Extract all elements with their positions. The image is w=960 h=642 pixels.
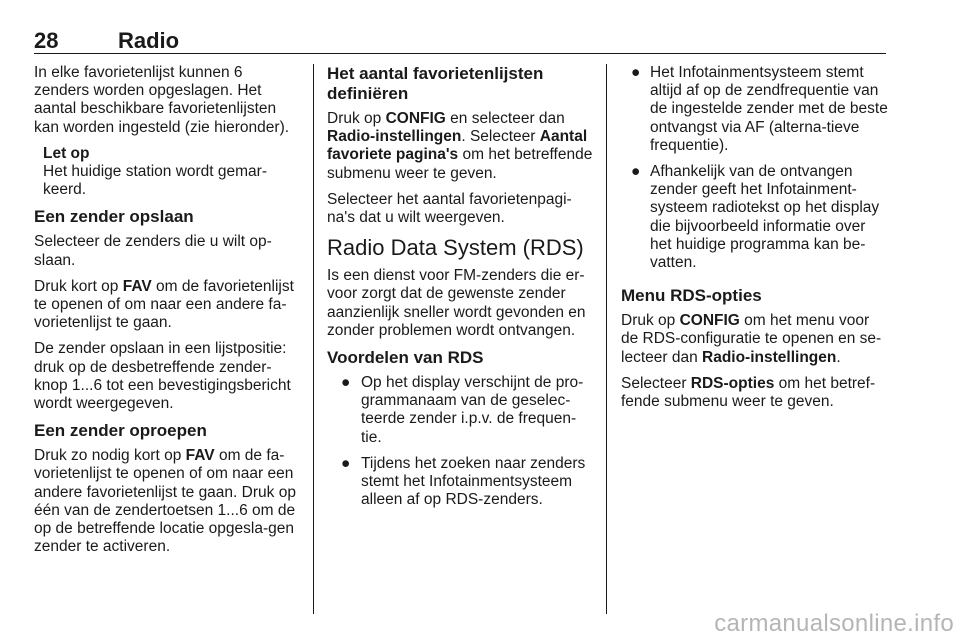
rds-benefits-list-continued [621, 64, 889, 272]
note-text: Het huidige station wordt gemar-keerd. [43, 163, 268, 199]
header-rule [34, 53, 886, 54]
list-item: ● Op het display verschijnt de pro-grammanaam van de geselec-teerde zender i.p.v. de frequen-tie. [341, 374, 584, 446]
bullet-icon: ● [341, 374, 351, 392]
section-title: Radio [118, 28, 180, 53]
column-left [34, 64, 300, 564]
paragraph-rds-description: Is een dienst voor FM-zenders die er-voor zorgt dat de gewenste zender aanzienlijk sneller wordt gevonden en zonder problemen wordt ontvangen. [327, 267, 586, 339]
paragraph-select-stations: Selecteer de zenders die u wilt op-slaan. [34, 233, 272, 269]
page-header [34, 28, 886, 52]
bullet-icon: ● [631, 163, 641, 181]
fav-keyword: FAV [122, 277, 152, 295]
bullet-icon: ● [631, 64, 641, 81]
column-middle [327, 64, 593, 517]
column-divider-1 [313, 64, 314, 614]
list-item: ● Afhankelijk van de ontvangen zender geeft het Infotainment-systeem radiotekst op het display die bijvoorbeeld informatie over het huidige programma kan be-vatten. [631, 163, 880, 272]
intro-paragraph: In elke favorietenlijst kunnen 6 zenders worden opgeslagen. Het aantal beschikbare favorietenlijsten kan worden ingesteld (zie hieronder). [34, 64, 290, 136]
list-item: ● Het Infotainmentsysteem stemt altijd af op de zendfrequentie van de ingestelde zender met de beste ontvangst via AF (alterna-tieve frequentie). [631, 64, 888, 154]
heading-zender-oproepen: Een zender oproepen [34, 421, 207, 441]
column-divider-2 [606, 64, 607, 614]
heading-zender-opslaan: Een zender opslaan [34, 207, 194, 227]
paragraph-rds-config: Druk op CONFIG om het menu voor de RDS-configuratie te openen en se-lecteer dan Radio-instellingen. [621, 312, 882, 366]
page-number: 28 [34, 28, 59, 53]
note-box [43, 145, 300, 200]
heading-voordelen-rds: Voordelen van RDS [327, 348, 484, 368]
bullet-icon: ● [341, 454, 351, 472]
rds-benefits-list [327, 374, 593, 509]
paragraph-rds-opties: Selecteer RDS-opties om het betref-fende submenu weer te geven. [621, 374, 876, 411]
watermark: carmanualsonline.info [714, 610, 954, 637]
heading-menu-rds-opties: Menu RDS-opties [621, 286, 762, 306]
paragraph-select-pages: Selecteer het aantal favorietenpagi-na's dat u wilt weergeven. [327, 190, 572, 227]
heading-aantal-favorietenlijsten: Het aantal favorietenlijsten definiëren [327, 64, 544, 103]
note-title: Let op [43, 144, 90, 162]
heading-rds: Radio Data System (RDS) [327, 235, 584, 261]
paragraph-config: Druk op CONFIG en selecteer dan Radio-instellingen. Selecteer Aantal favoriete pagina's om het betreffende submenu weer te geven. [327, 110, 593, 182]
fav-keyword-2: FAV [185, 447, 215, 465]
paragraph-recall: Druk zo nodig kort op FAV om de fa-vorietenlijst te openen of om naar een andere favorietenlijst te gaan. Druk op één van de zendertoetsen 1...6 om de op de betreffende locatie opgesla-gen zender te activeren. [34, 447, 296, 556]
list-item: ● Tijdens het zoeken naar zenders stemt het Infotainmentsysteem alleen af op RDS-zenders. [341, 454, 586, 509]
paragraph-fav-open: Druk kort op FAV om de favorietenlijst te openen of om naar een andere fa-vorietenlijst te gaan. [34, 277, 294, 332]
paragraph-store-position: De zender opslaan in een lijstpositie: druk op de desbetreffende zender-knop 1...6 tot een bevestigingsbericht wordt weergegeven. [34, 340, 291, 413]
column-right [621, 64, 889, 419]
